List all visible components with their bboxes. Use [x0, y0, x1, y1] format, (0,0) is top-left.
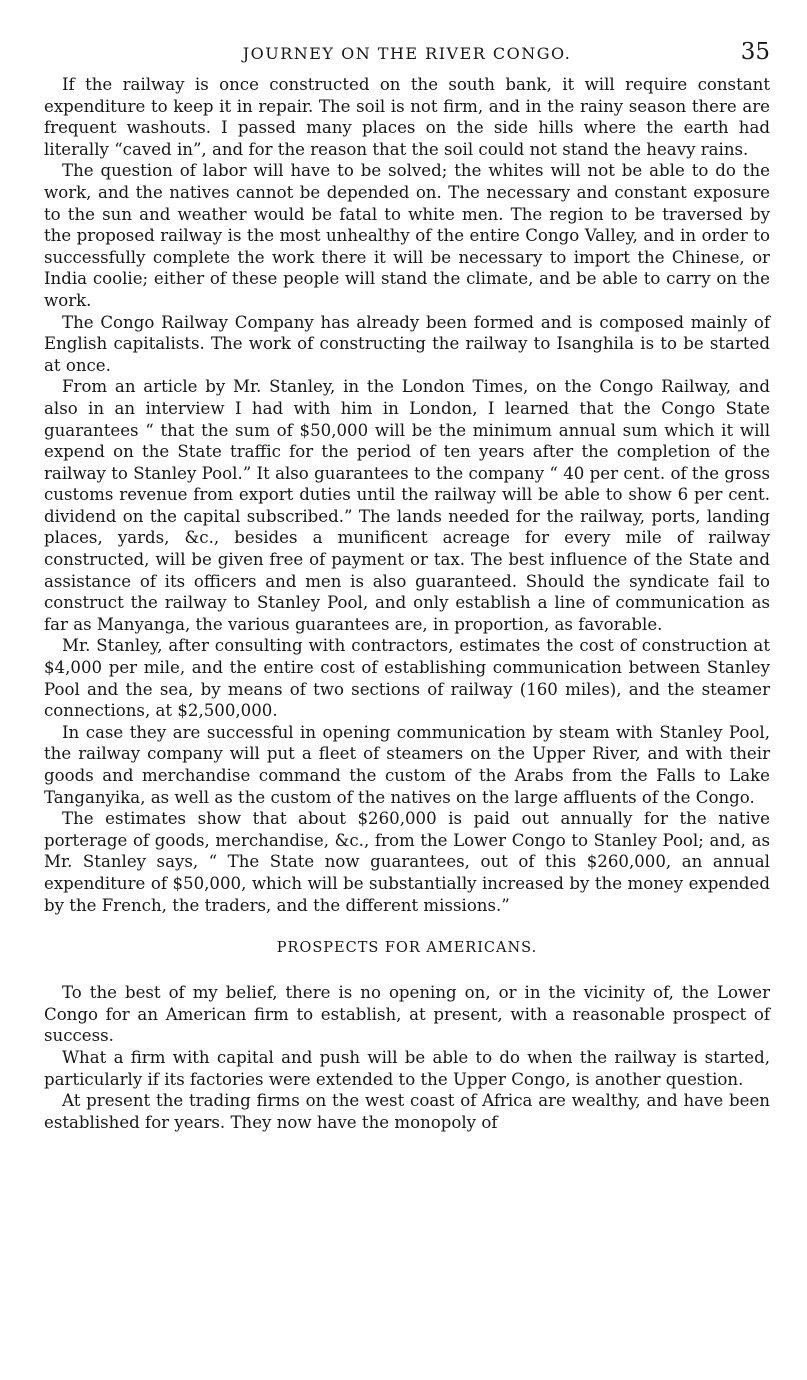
book-page	[44, 38, 770, 1133]
paragraph-railway-company: The Congo Railway Company has already been formed and is composed mainly of English capitalists. The work of constructing the railway to Isanghila is to be started at once.	[44, 312, 770, 375]
page-number: 35	[740, 39, 770, 65]
paragraph-state-guarantees: From an article by Mr. Stanley, in the London Times, on the Congo Railway, and also in an interview I had with him in London, I learned that the Congo State guarantees “ that the sum of $50,000 will be the minimum annual sum which it will expend on the State traffic for the period of ten years after the completion of the railway to Stanley Pool.” It also guarantees to the company “ 40 per cent. of the gross customs revenue from export duties until the railway will be able to show 6 per cent. dividend on the capital subscribed.” The lands needed for the railway, ports, landing places, yards, &c., besides a munificent acreage for every mile of railway constructed, will be given free of payment or tax. The best influence of the State and assistance of its officers and men is also guaranteed. Should the syndicate fail to construct the railway to Stanley Pool, and only establish a line of communication as far as Manyanga, the various guarantees are, in proportion, as favorable.	[44, 377, 770, 634]
section-heading: PROSPECTS FOR AMERICANS.	[276, 940, 538, 957]
paragraph-railway-repair: If the railway is once constructed on the south bank, it will require constant expenditure to keep it in repair. The soil is not firm, and in the rainy season there are frequent washouts. I passed many places on the side hills where the earth had literally “caved in”, and for the reason that the soil could not stand the heavy rains.	[44, 75, 770, 159]
paragraph-no-opening: To the best of my belief, there is no opening on, or in the vicinity of, the Lower Congo for an American firm to establish, at present, with a reasonable prospect of success.	[44, 983, 770, 1046]
paragraph-labor-question: The question of labor will have to be solved; the whites will not be able to do the work, and the natives cannot be depended on. The necessary and constant exposure to the sun and weather would be fatal to white men. The region to be traversed by the proposed railway is the most unhealthy of the entire Congo Valley, and in order to successfully complete the work there it will be necessary to import the Chinese, or India coolie; either of these people will stand the climate, and be able to carry on the work.	[44, 161, 770, 310]
running-title: JOURNEY ON THE RIVER CONGO.	[242, 44, 572, 63]
running-head	[44, 38, 770, 74]
paragraph-capital-and-push: What a firm with capital and push will be able to do when the railway is started, particularly if its factories were extended to the Upper Congo, is another question.	[44, 1047, 770, 1089]
body-text	[44, 74, 770, 1133]
paragraph-cost-estimate: Mr. Stanley, after consulting with contractors, estimates the cost of construction at $4,000 per mile, and the entire cost of establishing communication between Stanley Pool and the sea, by means of two sections of railway (160 miles), and the steamer connections, at $2,500,000.	[44, 636, 770, 721]
paragraph-steamer-fleet: In case they are successful in opening communication by steam with Stanley Pool, the railway company will put a fleet of steamers on the Upper River, and with their goods and merchandise command the custom of the Arabs from the Falls to Lake Tanganyika, as well as the custom of the natives on the large affluents of the Congo.	[44, 722, 770, 807]
paragraph-trading-firms: At present the trading firms on the west coast of Africa are wealthy, and have been established for years. They now have the monopoly of	[44, 1091, 770, 1132]
paragraph-porterage-estimates: The estimates show that about $260,000 is paid out annually for the native porterage of goods, merchandise, &c., from the Lower Congo to Stanley Pool; and, as Mr. Stanley says, “ The State now guarantees, out of this $260,000, an annual expenditure of $50,000, which will be substantially increased by the money expended by the French, the traders, and the different missions.”	[44, 809, 770, 915]
